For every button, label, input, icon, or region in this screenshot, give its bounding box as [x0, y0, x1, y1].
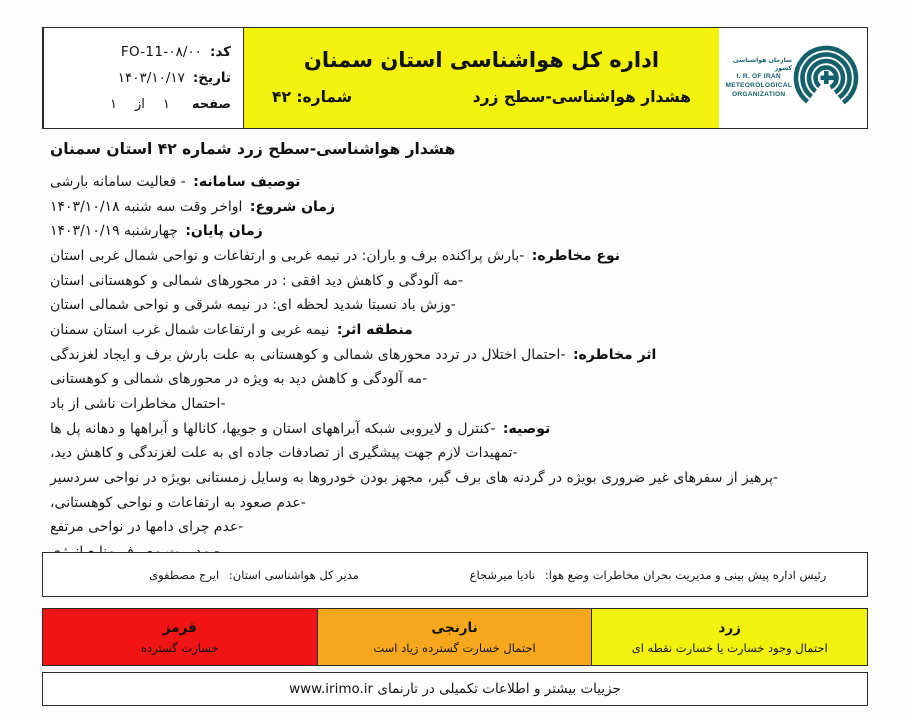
hazard-impact-item: -احتمال مخاطرات ناشی از باد [50, 396, 226, 413]
warning-number-label: شماره: [296, 88, 353, 106]
document-code-row [52, 39, 231, 65]
recommendation-item: -عدم صعود به ارتفاعات و نواحی کوهستانی، [50, 494, 306, 511]
severity-level-orange [318, 609, 593, 665]
footer-note-text: جزییات بیشتر و اطلاعات تکمیلی در تارنمای [377, 681, 621, 697]
document-footer [42, 672, 868, 706]
system-description-label: توصیف سامانه: [193, 174, 301, 190]
start-time-value: اواخر وقت سه شنبه ۱۴۰۳/۱۰/۱۸ [50, 198, 243, 215]
recommendations-line [42, 418, 868, 441]
warning-number-value: ۴۲ [272, 88, 291, 106]
end-time-label: زمان پایان: [185, 223, 263, 240]
forecast-chief-role: رئیس اداره پیش بینی و مدیریت بحران مخاطرات وضع هوا: [544, 567, 827, 582]
recommendation-item: -تمهیدات لازم جهت پیشگیری از تصادفات جاده ای به علت لغزندگی و کاهش دید، [50, 445, 518, 462]
director-general-signature [43, 568, 455, 582]
system-description-value: - فعالیت سامانه بارشی [50, 174, 186, 190]
hazard-type-first-item: -بارش پراکنده برف و باران: در نیمه غربی و ارتفاعات و نواحی شمال غربی استان [50, 248, 525, 265]
document-code-value: FO-11-۰۸/۰۰ [120, 44, 202, 61]
end-time-line [42, 220, 868, 243]
recommendation-item: -پرهیز از سفرهای غیر ضروری بویژه در گردنه های برف گیر، مجهز بودن خودروها به وسایل زمستانی بویژه در نواحی سردسیر [50, 470, 779, 487]
logo-spiral-icon [793, 45, 859, 111]
forecast-chief-name: نادیا میرشجاع [469, 567, 536, 582]
organization-logo [719, 28, 867, 128]
severity-red-name: قرمز [162, 619, 197, 636]
document-heading: هشدار هواشناسی-سطح زرد شماره ۴۲ استان سمنان [50, 140, 456, 158]
signature-row [42, 552, 868, 597]
forecast-chief-signature [455, 568, 867, 582]
header-metadata-box [43, 28, 243, 128]
page-number-row [52, 92, 231, 117]
severity-orange-name: نارنجی [431, 619, 478, 636]
recommendation-item: -عدم چرای دامها در نواحی مرتفع [50, 519, 244, 536]
hazard-type-label: نوع مخاطره: [531, 248, 621, 265]
severity-yellow-name: زرد [718, 619, 741, 636]
footer-note [289, 681, 621, 697]
hazard-type-line [42, 245, 868, 268]
document-date-row [52, 65, 231, 91]
director-general-role: مدیر کل هواشناسی استان: [228, 567, 359, 582]
affected-region-line [42, 319, 868, 342]
footer-website-url[interactable]: www.irimo.ir [289, 681, 374, 697]
start-time-label: زمان شروع: [249, 198, 336, 215]
logo-english-line-3: ORGANIZATION [732, 90, 786, 98]
severity-legend [42, 608, 868, 666]
severity-yellow-description: احتمال وجود خسارت یا خسارت نقطه ای [631, 640, 828, 655]
logo-persian-name: سازمان هواشناسی کشور [732, 56, 792, 72]
severity-orange-description: احتمال خسارت گسترده زیاد است [373, 640, 536, 655]
page-title: اداره کل هواشناسی استان سمنان [303, 48, 660, 72]
hazard-impact-first-item: -احتمال اختلال در تردد محورهای شمالی و کوهستانی به علت بارش برف و ایجاد لغزندگی [50, 346, 566, 363]
hazard-impact-label: اثر مخاطره: [572, 346, 657, 363]
recommendations-label: توصیه: [502, 420, 551, 437]
warning-level-heading: هشدار هواشناسی-سطح زرد [472, 88, 691, 106]
page-current: ۱ [162, 96, 170, 112]
warning-number [272, 88, 352, 106]
severity-level-yellow [592, 609, 867, 665]
director-general-name: ایرج مصطفوی [149, 567, 220, 582]
document-date-value: ۱۴۰۳/۱۰/۱۷ [117, 70, 185, 87]
start-time-line [42, 196, 868, 219]
hazard-impact-line [42, 344, 868, 367]
logo-english-line-1: I. R. OF IRAN [736, 73, 781, 81]
document-code-label: کد: [209, 44, 231, 61]
document-date-label: تاریخ: [192, 70, 231, 87]
page-label: صفحه [191, 96, 231, 112]
page-total: ۱ [109, 96, 117, 112]
end-time-value: چهارشنبه ۱۴۰۳/۱۰/۱۹ [50, 223, 178, 240]
page-of-label: از [134, 96, 145, 112]
recommendation-first-item: -کنترل و لایروبی شبکه آبراههای استان و جویها، کانالها و آبراهها و دهانه پل ها [50, 420, 496, 437]
system-description-line [42, 171, 868, 194]
logo-english-line-2: METEOROLOGICAL [725, 81, 792, 89]
document-body [42, 140, 868, 544]
header-title-banner [243, 28, 719, 128]
severity-level-red [43, 609, 318, 665]
logo-text-block [725, 57, 792, 99]
affected-region-label: منطقه اثر: [336, 322, 413, 339]
hazard-type-item: -وزش باد نسبتا شدید لحظه ای: در نیمه شرقی و نواحی شمالی استان [50, 297, 456, 314]
affected-region-value: نیمه غربی و ارتفاعات شمال غرب استان سمنان [50, 322, 330, 339]
hazard-impact-item: -مه آلودگی و کاهش دید به ویژه در محورهای شمالی و کوهستانی [50, 371, 428, 388]
severity-red-description: خسارت گسترده [141, 640, 219, 655]
document-header [42, 27, 868, 129]
hazard-type-item: -مه آلودگی و کاهش دید افقی : در محورهای شمالی و کوهستانی استان [50, 272, 463, 289]
